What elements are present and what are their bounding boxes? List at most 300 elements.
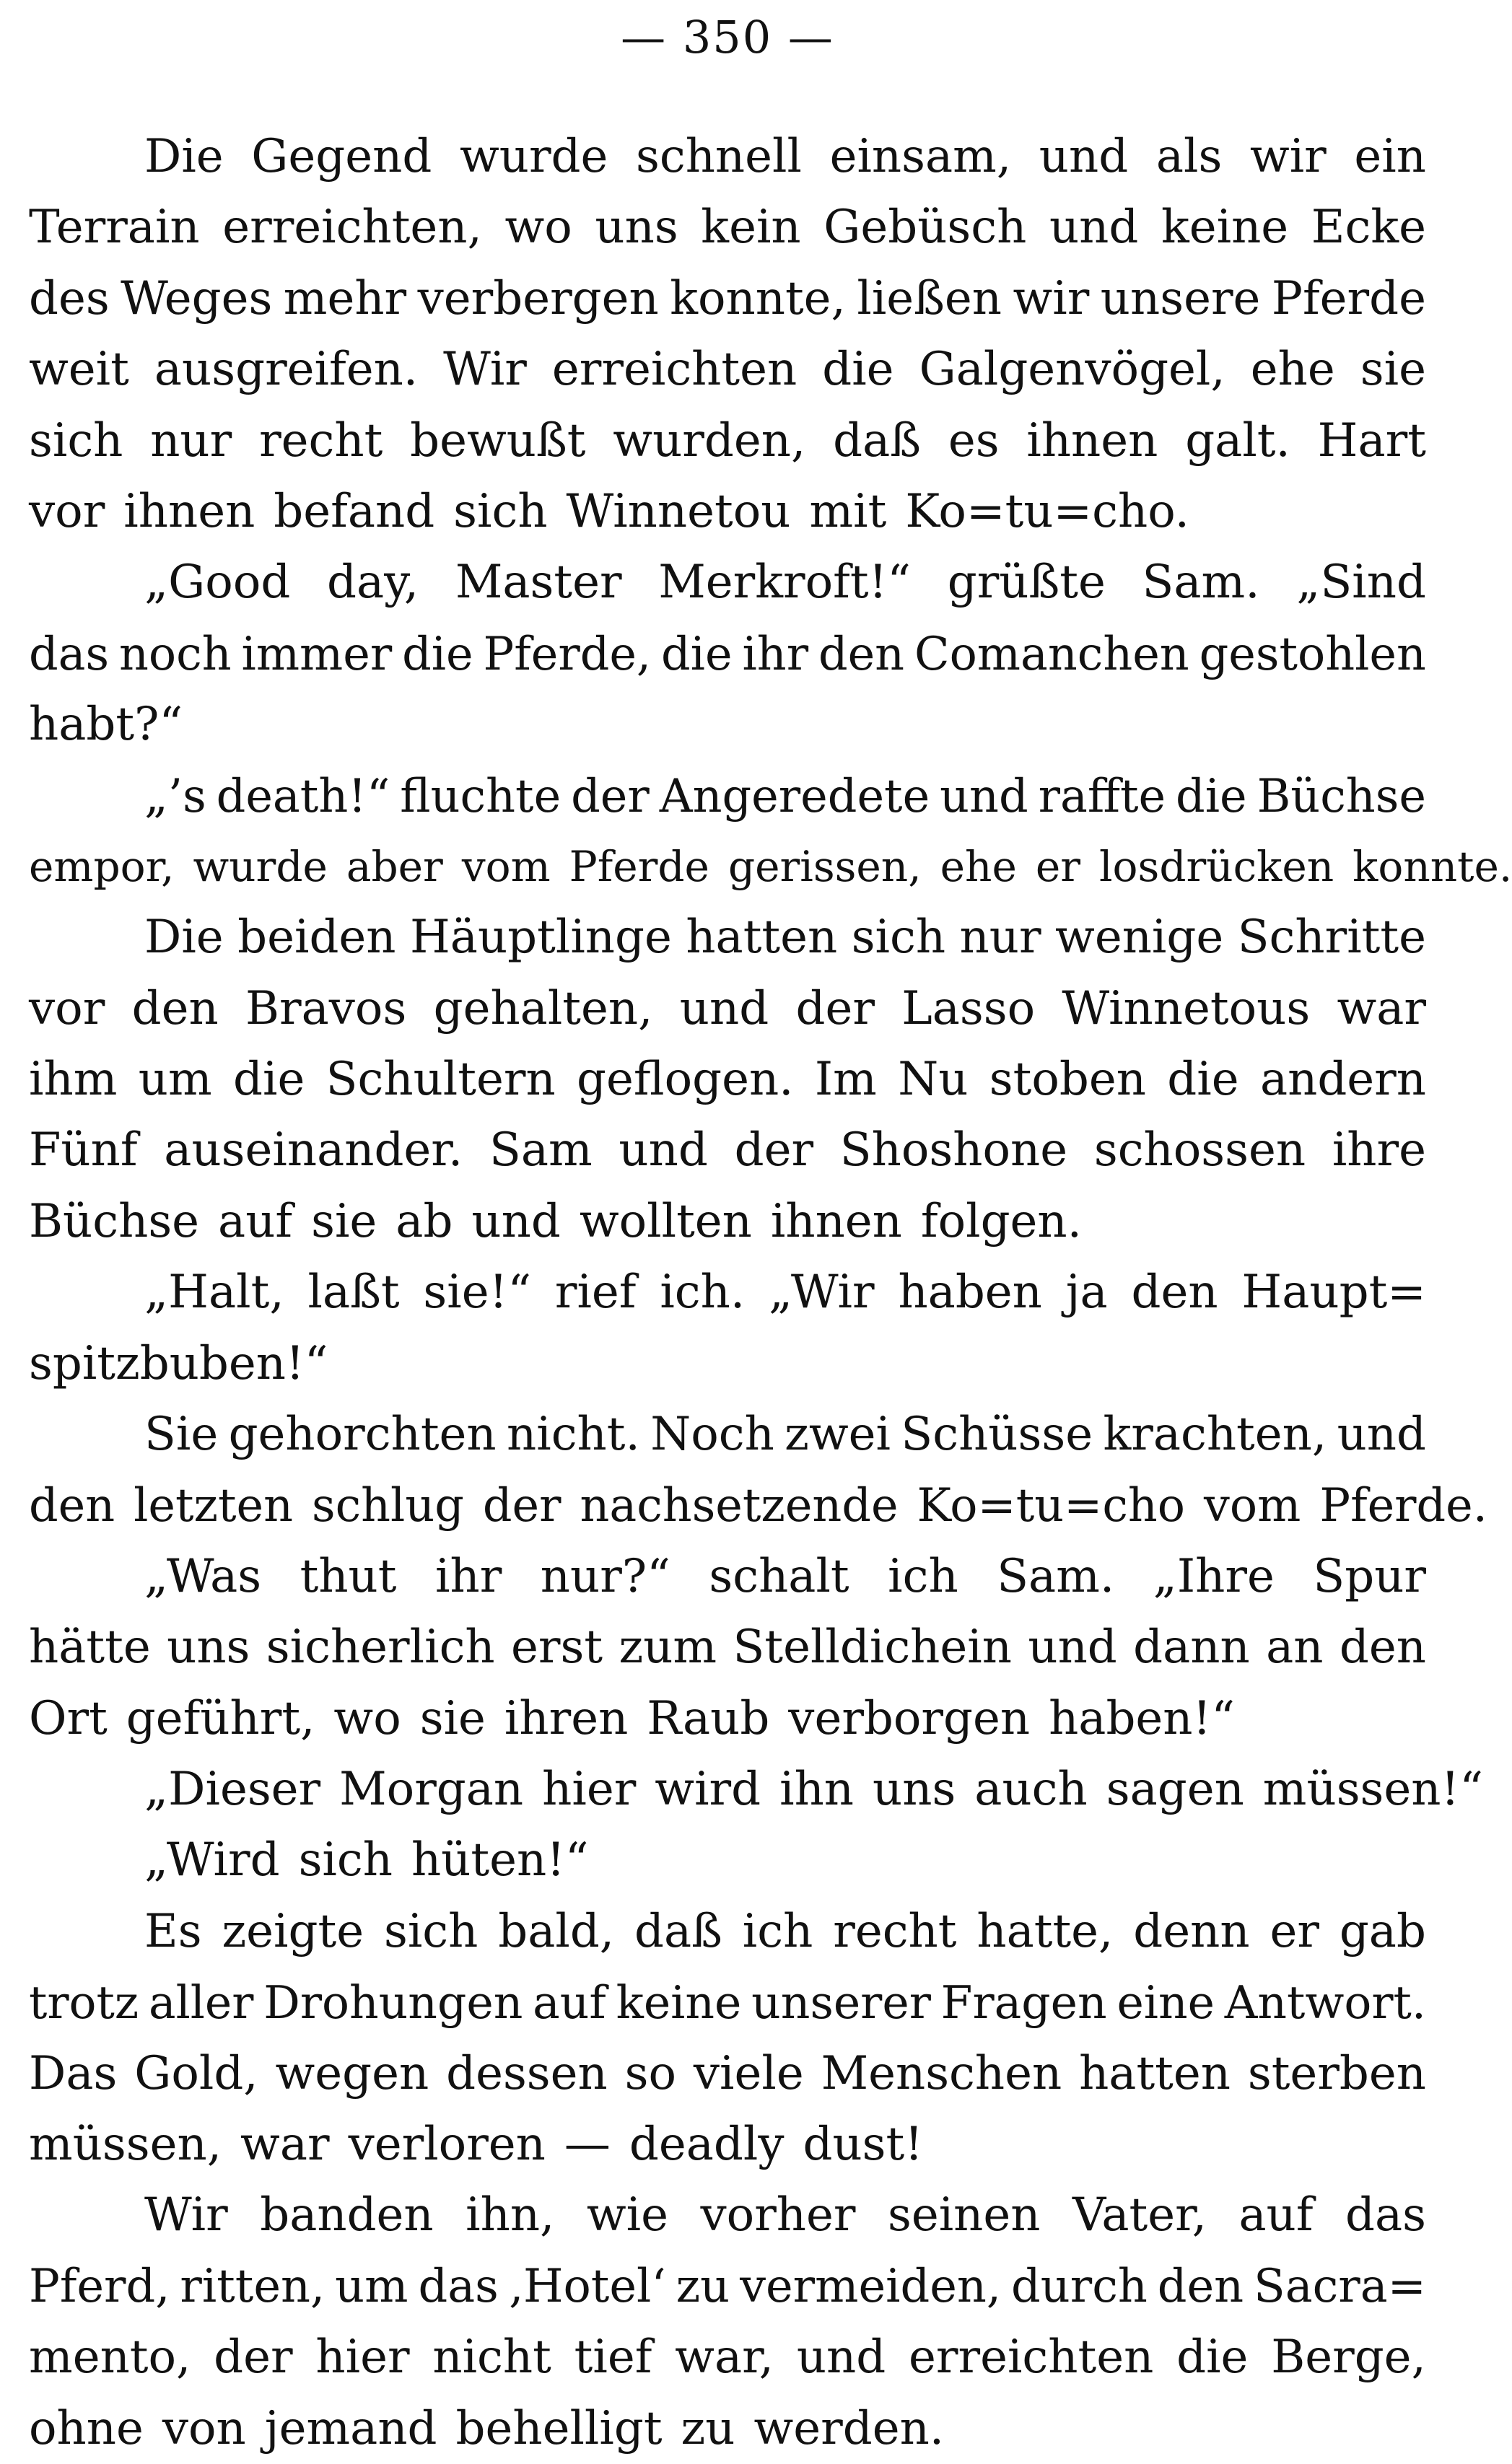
text-line	[29, 2251, 1426, 2322]
word: day,	[327, 556, 419, 610]
word: der	[214, 2331, 293, 2385]
word: wenige	[1055, 911, 1224, 965]
word: zeigte	[222, 1904, 364, 1958]
word: verloren	[348, 2117, 546, 2171]
word: den	[818, 626, 905, 680]
word: wir	[1013, 271, 1090, 325]
word: wird	[655, 1762, 761, 1816]
word: verbergen	[417, 271, 659, 325]
word: Gebüsch	[823, 201, 1027, 255]
word: nicht	[432, 2331, 551, 2385]
word: so	[624, 2046, 676, 2100]
word: den	[1339, 1621, 1426, 1675]
word: raffte	[1038, 768, 1166, 823]
word: Wir	[443, 343, 527, 397]
word: ehe	[1250, 343, 1335, 397]
word: Nu	[898, 1053, 969, 1107]
word: Terrain	[29, 201, 200, 255]
word: gab	[1339, 1904, 1426, 1958]
word: Das	[29, 2046, 118, 2100]
word: Ort	[29, 1691, 108, 1745]
word: Pferde.	[1319, 1478, 1487, 1533]
word: nur	[150, 413, 232, 468]
word: Hart	[1317, 413, 1426, 468]
text-line	[29, 902, 1426, 973]
word: Sam.	[1142, 556, 1260, 610]
word: „Ihre	[1153, 1549, 1275, 1603]
word: hüten!“	[411, 1833, 589, 1888]
word: laßt	[307, 1266, 400, 1320]
word: „Good	[144, 556, 291, 610]
word: habt?“	[29, 698, 183, 752]
word: werden.	[753, 2401, 945, 2455]
word: zu	[681, 2401, 735, 2455]
word: und	[1039, 130, 1129, 183]
word: behelligt	[455, 2401, 663, 2455]
word: vor	[29, 981, 105, 1035]
word: aber	[346, 841, 443, 891]
word: geflogen.	[577, 1053, 794, 1107]
text-line	[29, 760, 1426, 831]
word: vorher	[700, 2188, 856, 2242]
word: Bravos	[245, 981, 407, 1035]
word: sich	[851, 911, 946, 965]
word: „’s	[144, 768, 206, 823]
word: Angeredete	[659, 768, 930, 823]
word: ihr	[742, 626, 809, 680]
word: die	[822, 343, 894, 397]
word: Sie	[144, 1408, 219, 1462]
word: den	[131, 981, 219, 1035]
word: seinen	[887, 2188, 1041, 2242]
word: „Was	[144, 1549, 262, 1603]
word: wo	[333, 1691, 401, 1745]
word: gerissen,	[727, 841, 922, 891]
word: und	[679, 981, 769, 1035]
word: Pferde,	[483, 626, 652, 680]
word: andern	[1259, 1053, 1426, 1107]
word: vom	[461, 841, 551, 891]
word: eine	[1116, 1976, 1215, 2030]
word: ich	[742, 1904, 813, 1958]
word: bald,	[498, 1904, 615, 1958]
text-line	[29, 2180, 1426, 2250]
word: Lasso	[901, 981, 1036, 1035]
word: losdrücken	[1098, 841, 1334, 891]
word: Gold,	[134, 2046, 258, 2100]
word: nicht.	[507, 1408, 640, 1462]
word: sie!“	[423, 1266, 532, 1320]
word: letzten	[134, 1478, 293, 1533]
text-line	[29, 831, 1512, 902]
word: dust!	[803, 2117, 923, 2171]
word: Vater,	[1072, 2188, 1207, 2242]
word: Pferde	[1271, 271, 1426, 325]
word: der	[734, 1123, 814, 1178]
word: Wir	[144, 2188, 228, 2242]
text-line	[29, 1967, 1426, 2038]
word: wurde	[459, 130, 608, 183]
word: der	[482, 1478, 561, 1533]
word: sie	[419, 1691, 486, 1745]
word: sicherlich	[266, 1621, 495, 1675]
word: Schritte	[1237, 911, 1426, 965]
word: Antwort.	[1224, 1976, 1426, 2030]
word: banden	[260, 2188, 434, 2242]
word: ihnen	[770, 1194, 902, 1248]
word: Büchse	[1257, 768, 1426, 823]
word: als	[1155, 130, 1223, 183]
word: den	[29, 1478, 115, 1533]
text-line	[29, 476, 1426, 547]
word: sie	[1360, 343, 1426, 397]
word: immer	[241, 626, 393, 680]
word: Fünf	[29, 1123, 138, 1178]
word: schlug	[311, 1478, 464, 1533]
word: ihnen	[123, 484, 255, 538]
word: fluchte	[400, 768, 561, 823]
word: nachsetzende	[580, 1478, 899, 1533]
text-line	[29, 973, 1426, 1044]
word: „Halt,	[144, 1266, 284, 1320]
word: war,	[675, 2331, 774, 2385]
word: konnte.	[1353, 841, 1512, 891]
text-line	[29, 1754, 1483, 1825]
word: „Wird	[144, 1833, 280, 1888]
word: Winnetou	[566, 484, 791, 538]
word: das	[29, 626, 110, 680]
word: wurden,	[613, 413, 806, 468]
text-line	[29, 618, 1426, 689]
word: auf	[1238, 2188, 1314, 2242]
text-line	[29, 1044, 1426, 1115]
word: ihre	[1332, 1123, 1426, 1178]
word: ich.	[660, 1266, 746, 1320]
word: empor,	[29, 841, 175, 891]
word: keine	[1161, 201, 1289, 255]
word: Pferde	[569, 841, 709, 891]
word: wurde	[193, 841, 328, 891]
word: unsere	[1100, 271, 1261, 325]
word: ausgreifen.	[154, 343, 419, 397]
word: die	[233, 1053, 305, 1107]
body-text	[29, 121, 1512, 2464]
word: erst	[511, 1621, 603, 1675]
word: Gegend	[251, 130, 432, 183]
word: „Sind	[1296, 556, 1426, 610]
word: das	[1345, 2188, 1426, 2242]
word: keine	[616, 1976, 742, 2030]
word: Stelldichein	[733, 1621, 1012, 1675]
word: dann	[1133, 1621, 1250, 1675]
word: war	[1337, 981, 1426, 1035]
word: tief	[574, 2331, 652, 2385]
word: weit	[29, 343, 129, 397]
word: uns	[167, 1621, 250, 1675]
text-line	[29, 2038, 1426, 2109]
word: müssen,	[29, 2117, 222, 2171]
word: die	[1176, 768, 1247, 823]
word: Häuptlinge	[409, 911, 672, 965]
word: Drohungen	[263, 1976, 523, 2030]
text-line	[29, 1186, 1426, 1257]
word: sich	[383, 1904, 478, 1958]
word: Shoshone	[839, 1123, 1068, 1178]
word: und	[940, 768, 1028, 823]
word: und	[619, 1123, 708, 1178]
word: mento,	[29, 2331, 191, 2385]
text-line	[29, 1257, 1426, 1328]
word: hier	[315, 2331, 410, 2385]
word: Winnetous	[1062, 981, 1311, 1035]
text-line	[29, 334, 1426, 405]
word: nur	[959, 911, 1041, 965]
word: den	[1131, 1266, 1218, 1320]
word: wir	[1249, 130, 1327, 183]
word: trotz	[29, 1976, 139, 2030]
word: Berge,	[1271, 2331, 1426, 2385]
word: ohne	[29, 2401, 144, 2455]
word: sich	[29, 413, 123, 468]
word: um	[138, 1053, 212, 1107]
word: Die	[144, 911, 224, 965]
word: ‚Hotel‘	[508, 2259, 666, 2313]
word: Galgenvögel,	[919, 343, 1225, 397]
word: auch	[974, 1762, 1088, 1816]
text-line	[29, 2393, 1426, 2464]
text-line	[29, 1612, 1426, 1683]
word: uns	[595, 201, 678, 255]
word: und	[471, 1194, 561, 1248]
word: Fragen	[940, 1976, 1107, 2030]
word: „Dieser	[144, 1762, 321, 1816]
word: schnell	[636, 130, 802, 183]
word: wo	[504, 201, 572, 255]
text-line	[29, 689, 1426, 760]
word: uns	[873, 1762, 956, 1816]
word: rief	[554, 1266, 637, 1320]
word: war	[240, 2117, 330, 2171]
word: sagen	[1106, 1762, 1244, 1816]
word: recht	[259, 413, 383, 468]
word: daß	[634, 1904, 722, 1958]
word: hatten	[1079, 2046, 1231, 2100]
word: er	[1270, 1904, 1319, 1958]
word: Sacra=	[1254, 2259, 1426, 2313]
word: krachten,	[1103, 1408, 1327, 1462]
page-number: — 350 —	[621, 11, 834, 63]
word: vom	[1204, 1478, 1301, 1533]
word: zu	[676, 2259, 730, 2313]
word: und	[796, 2331, 886, 2385]
word: ihr	[435, 1549, 502, 1603]
word: Im	[814, 1053, 877, 1107]
word: erreichten	[551, 343, 797, 397]
word: Es	[144, 1904, 202, 1958]
word: erreichten,	[222, 201, 482, 255]
text-line	[29, 2109, 1426, 2180]
word: konnte,	[670, 271, 846, 325]
word: ihnen	[1026, 413, 1158, 468]
word: auseinander.	[164, 1123, 463, 1178]
word: bewußt	[410, 413, 586, 468]
word: Schüsse	[901, 1408, 1093, 1462]
word: Merkroft!“	[658, 556, 912, 610]
text-line	[29, 1399, 1426, 1470]
text-line	[29, 405, 1426, 476]
word: sie	[311, 1194, 377, 1248]
word: mehr	[283, 271, 407, 325]
word: Weges	[121, 271, 273, 325]
word: den	[1157, 2259, 1244, 2313]
word: Die	[144, 130, 224, 183]
text-line	[29, 121, 1426, 192]
word: aller	[148, 1976, 254, 2030]
text-line	[29, 1115, 1426, 1185]
word: hätte	[29, 1621, 151, 1675]
word: geführt,	[126, 1691, 315, 1745]
word: Ecke	[1311, 201, 1426, 255]
word: galt.	[1185, 413, 1290, 468]
word: „Wir	[769, 1266, 875, 1320]
word: stoben	[989, 1053, 1146, 1107]
word: ein	[1354, 130, 1426, 183]
word: viele	[693, 2046, 804, 2100]
word: der	[571, 768, 650, 823]
word: haben!“	[1049, 1691, 1235, 1745]
word: es	[948, 413, 1000, 468]
word: vor	[29, 484, 105, 538]
text-line	[29, 1470, 1487, 1540]
word: hatte,	[976, 1904, 1114, 1958]
word: ich	[888, 1549, 958, 1603]
word: beiden	[237, 911, 396, 965]
word: Comanchen	[914, 626, 1189, 680]
word: Ko=tu=cho.	[905, 484, 1189, 538]
word: hier	[542, 1762, 637, 1816]
word: denn	[1133, 1904, 1250, 1958]
word: müssen!“	[1262, 1762, 1483, 1816]
word: ihren	[504, 1691, 629, 1745]
text-line	[29, 547, 1426, 618]
word: sich	[453, 484, 548, 538]
word: Morgan	[339, 1762, 524, 1816]
word: mit	[809, 484, 887, 538]
word: um	[335, 2259, 408, 2313]
word: von	[162, 2401, 246, 2455]
word: dessen	[446, 2046, 608, 2100]
word: erreichten	[909, 2331, 1154, 2385]
text-line	[29, 1683, 1426, 1754]
word: die	[1167, 1053, 1239, 1107]
word: unserer	[751, 1976, 931, 2030]
word: Büchse	[29, 1194, 200, 1248]
word: durch	[1011, 2259, 1148, 2313]
word: Noch	[650, 1408, 774, 1462]
text-line	[29, 1896, 1426, 1967]
word: Raub	[647, 1691, 770, 1745]
word: schossen	[1093, 1123, 1306, 1178]
word: schalt	[709, 1549, 849, 1603]
word: wegen	[275, 2046, 429, 2100]
word: Menschen	[821, 2046, 1062, 2100]
word: kein	[701, 201, 801, 255]
word: wollten	[579, 1194, 752, 1248]
word: thut	[300, 1549, 397, 1603]
text-line	[29, 1541, 1426, 1612]
word: zum	[619, 1621, 717, 1675]
word: ließen	[857, 271, 1002, 325]
word: Pferd,	[29, 2259, 170, 2313]
word: die	[402, 626, 473, 680]
word: folgen.	[920, 1194, 1082, 1248]
word: auf	[533, 1976, 606, 2030]
word: befand	[274, 484, 435, 538]
word: und	[1049, 201, 1139, 255]
word: death!“	[216, 768, 390, 823]
word: wie	[586, 2188, 668, 2242]
word: sich	[298, 1833, 393, 1888]
word: der	[795, 981, 875, 1035]
word: gehalten,	[433, 981, 653, 1035]
word: ja	[1065, 1266, 1108, 1320]
word: —	[564, 2117, 611, 2171]
word: verborgen	[788, 1691, 1031, 1745]
word: und	[1337, 1408, 1426, 1462]
text-line	[29, 2322, 1426, 2393]
word: er	[1035, 841, 1080, 891]
word: nur?“	[540, 1549, 670, 1603]
word: Haupt=	[1241, 1266, 1426, 1320]
word: ihn,	[466, 2188, 555, 2242]
word: gestohlen	[1199, 626, 1426, 680]
word: und	[1028, 1621, 1117, 1675]
text-line	[29, 192, 1426, 263]
word: ihn	[779, 1762, 854, 1816]
word: haben	[898, 1266, 1042, 1320]
word: deadly	[629, 2117, 785, 2171]
word: vermeiden,	[740, 2259, 1002, 2313]
word: ritten,	[180, 2259, 325, 2313]
word: Master	[455, 556, 622, 610]
word: ihm	[29, 1053, 118, 1107]
word: grüßte	[947, 556, 1106, 610]
word: Ko=tu=cho	[917, 1478, 1186, 1533]
word: spitzbuben!“	[29, 1336, 328, 1390]
word: an	[1266, 1621, 1324, 1675]
text-line	[29, 263, 1426, 334]
text-line	[29, 1825, 1426, 1895]
word: jemand	[264, 2401, 437, 2455]
word: zwei	[785, 1408, 891, 1462]
word: des	[29, 271, 110, 325]
word: ab	[396, 1194, 453, 1248]
word: die	[661, 626, 733, 680]
word: noch	[119, 626, 232, 680]
word: Sam.	[997, 1549, 1115, 1603]
word: ehe	[940, 841, 1017, 891]
word: recht	[833, 1904, 957, 1958]
word: gehorchten	[228, 1408, 497, 1462]
word: das	[418, 2259, 499, 2313]
word: sterben	[1247, 2046, 1426, 2100]
word: hatten	[686, 911, 838, 965]
text-line	[29, 1328, 1426, 1399]
word: Spur	[1313, 1549, 1426, 1603]
word: einsam,	[829, 130, 1012, 183]
word: daß	[833, 413, 921, 468]
word: Sam	[489, 1123, 593, 1178]
